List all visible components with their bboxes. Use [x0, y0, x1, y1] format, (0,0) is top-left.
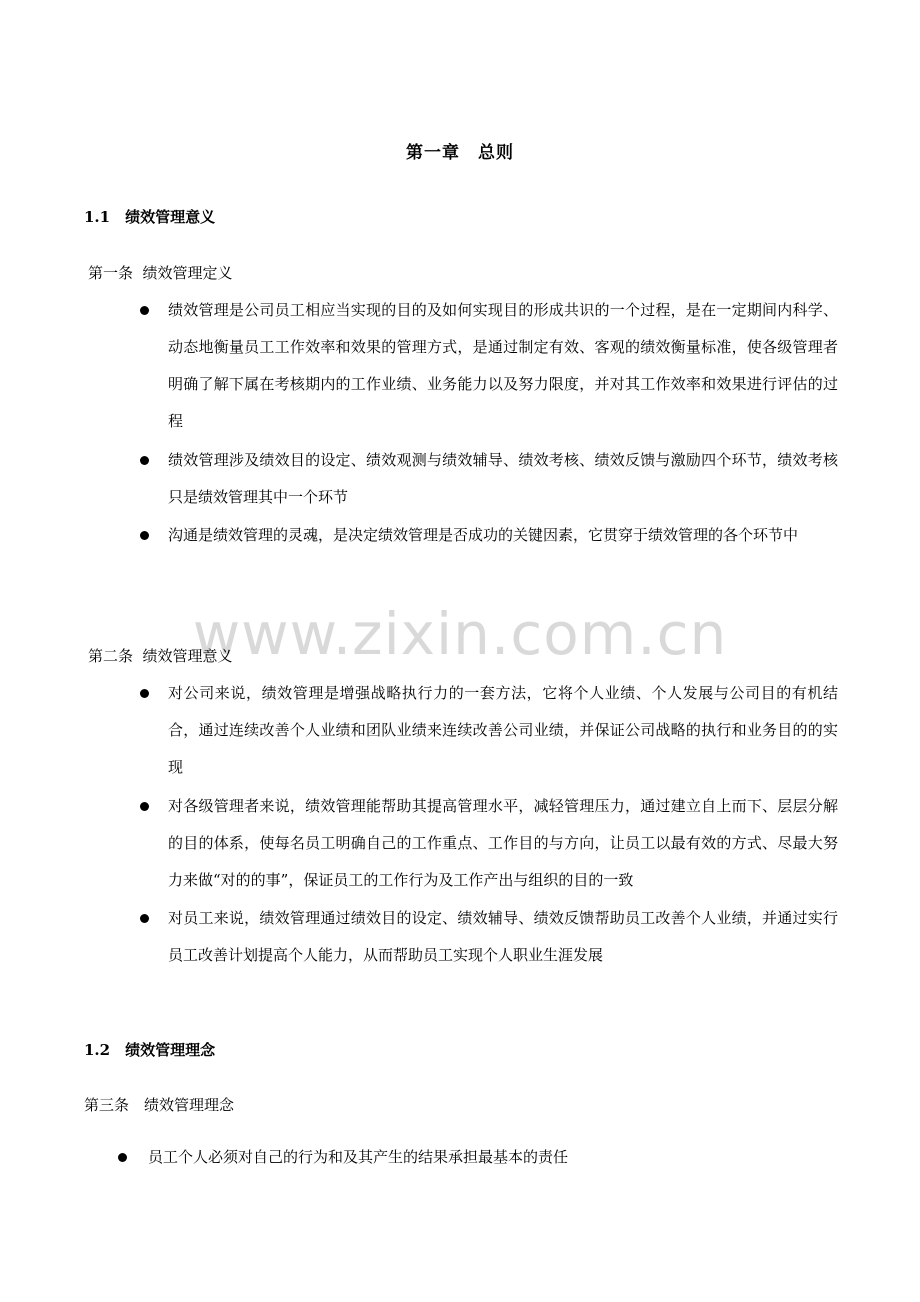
bullet-icon — [140, 914, 149, 923]
article-heading-3: 第三条 绩效管理理念 — [84, 1096, 235, 1114]
bullet-text: 对各级管理者来说，绩效管理能帮助其提高管理水平，减轻管理压力，通过建立自上而下、层层分解的目的体系，使每名员工明确自己的工作重点、工作目的与方向，让员工以最有效的方式、尽最大努力来做“对的的事”，保证员工的工作行为及工作产出与组织的目的一致 — [168, 797, 838, 889]
article-heading-1: 第一条 绩效管理定义 — [88, 264, 233, 282]
bullet-icon — [140, 531, 149, 540]
bullet-text: 对员工来说，绩效管理通过绩效目的设定、绩效辅导、绩效反馈帮助员工改善个人业绩，并通过实行员工改善计划提高个人能力，从而帮助员工实现个人职业生涯发展 — [168, 909, 838, 964]
bullet-text: 员工个人必须对自己的行为和及其产生的结果承担最基本的责任 — [148, 1148, 569, 1166]
bullet-icon — [118, 1153, 127, 1162]
bullet-icon — [140, 802, 149, 811]
bullet-icon — [140, 456, 149, 465]
article-heading-2: 第二条 绩效管理意义 — [88, 647, 233, 665]
bullet-text: 对公司来说，绩效管理是增强战略执行力的一套方法，它将个人业绩、个人发展与公司目的有机结合，通过连续改善个人业绩和团队业绩来连续改善公司业绩，并保证公司战略的执行和业务目的的实现 — [168, 684, 838, 776]
bullet-text: 沟通是绩效管理的灵魂，是决定绩效管理是否成功的关键因素，它贯穿于绩效管理的各个环节中 — [168, 526, 799, 544]
bullet-text: 绩效管理涉及绩效目的设定、绩效观测与绩效辅导、绩效考核、绩效反馈与激励四个环节，绩效考核只是绩效管理其中一个环节 — [168, 451, 838, 506]
chapter-title: 第一章 总则 — [406, 143, 514, 163]
bullet-text: 绩效管理是公司员工相应当实现的目的及如何实现目的形成共识的一个过程，是在一定期间内科学、动态地衡量员工工作效率和效果的管理方式，是通过制定有效、客观的绩效衡量标准，使各级管理者明确了解下属在考核期内的工作业绩、业务能力以及努力限度，并对其工作效率和效果进行评估的过程 — [168, 301, 838, 430]
section-heading-1-1: 1.1 绩效管理意义 — [84, 208, 216, 226]
section-heading-1-2: 1.2 绩效管理理念 — [84, 1041, 216, 1059]
bullet-icon — [140, 689, 149, 698]
bullet-icon — [140, 306, 149, 315]
watermark: www.zixin.com.cn — [192, 600, 728, 668]
